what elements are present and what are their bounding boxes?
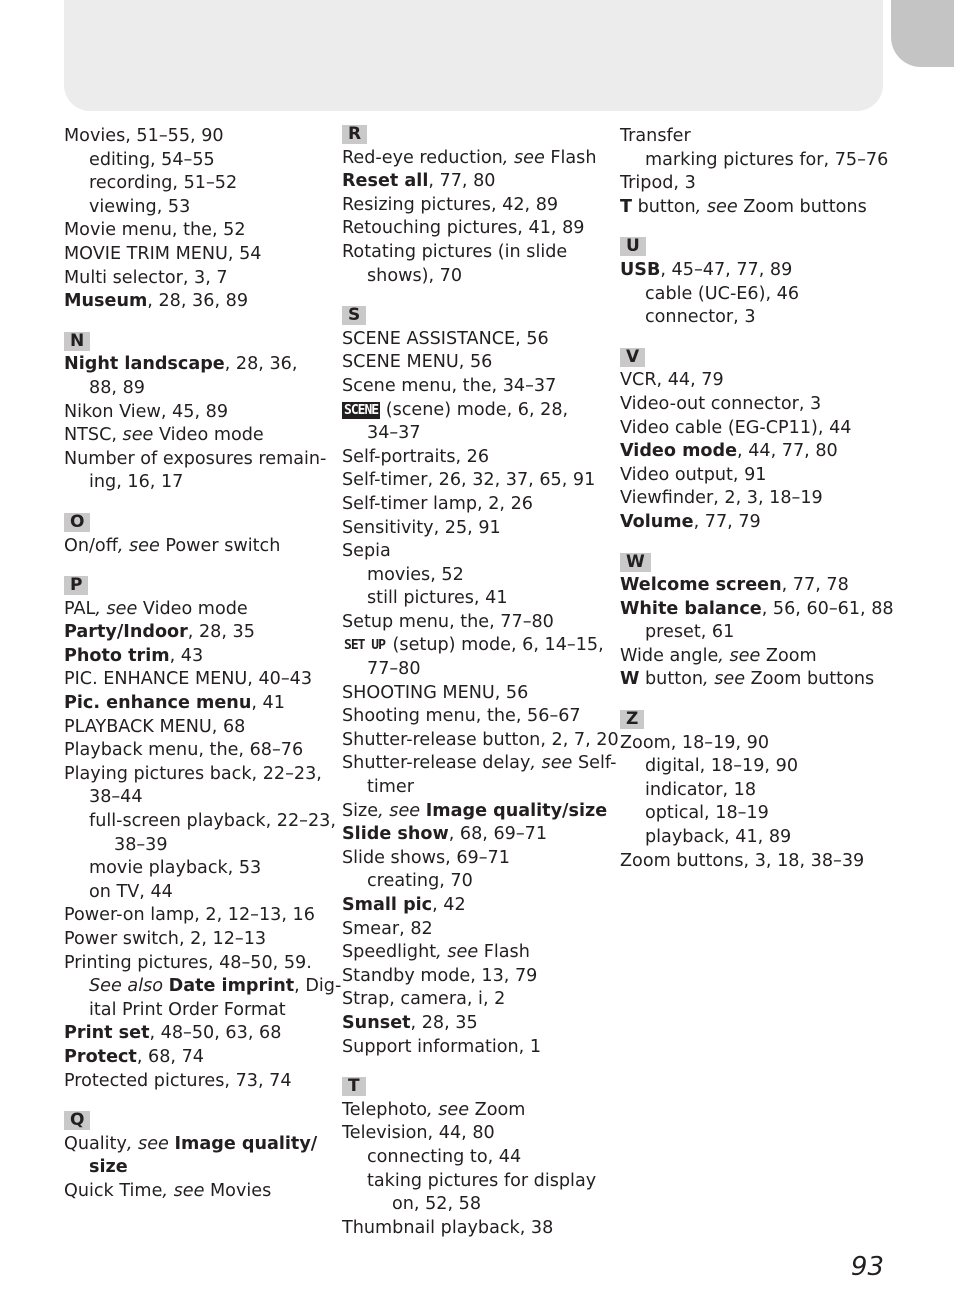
index-entry: SCENE (scene) mode, 6, 28, bbox=[344, 399, 569, 420]
index-entry: SCENE ASSISTANCE, 56 bbox=[342, 328, 549, 349]
index-entry: Nikon View, 45, 89 bbox=[64, 401, 229, 422]
index-entry: PIC. ENHANCE MENU, 40–43 bbox=[64, 669, 313, 690]
index-entry: Retouching pictures, 41, 89 bbox=[342, 218, 585, 239]
index-entry: Resizing pictures, 42, 89 bbox=[342, 194, 559, 215]
index-continuation: on, 52, 58 bbox=[392, 1194, 482, 1215]
index-entry: Red-eye reduction, see Flash bbox=[342, 147, 597, 168]
index-entry: Video output, 91 bbox=[620, 464, 767, 485]
index-entry: Movies, 51–55, 90 bbox=[64, 126, 224, 146]
index-entry: Shutter-release delay, see Self- bbox=[342, 753, 617, 774]
index-entry: Shooting menu, the, 56–67 bbox=[342, 706, 581, 727]
index-entry: Slide shows, 69–71 bbox=[342, 847, 510, 868]
index-entry: PAL, see Video mode bbox=[64, 598, 248, 619]
section-letter-z: Z bbox=[620, 710, 644, 729]
index-entry: Power switch, 2, 12–13 bbox=[64, 929, 267, 949]
index-entry: SCENE MENU, 56 bbox=[342, 352, 493, 373]
section-letter-t: T bbox=[342, 1077, 366, 1096]
index-continuation: See also Date imprint, Dig- bbox=[89, 976, 342, 997]
section-letter-v: V bbox=[620, 348, 645, 367]
index-entry: Self-timer, 26, 32, 37, 65, 91 bbox=[342, 470, 596, 491]
index-entry: Printing pictures, 48–50, 59. bbox=[64, 952, 312, 973]
index-subentry: optical, 18–19 bbox=[645, 803, 769, 824]
index-entry: Volume, 77, 79 bbox=[620, 511, 761, 532]
index-entry: Speedlight, see Flash bbox=[342, 942, 530, 963]
section-letter-p: P bbox=[64, 576, 88, 595]
header-band bbox=[64, 0, 883, 111]
index-continuation: 38–44 bbox=[89, 787, 143, 808]
index-entry: SET UP (setup) mode, 6, 14–15, bbox=[344, 635, 604, 656]
section-letter-s: S bbox=[342, 306, 366, 325]
index-continuation: ital Print Order Format bbox=[89, 999, 286, 1020]
index-entry: Self-portraits, 26 bbox=[342, 446, 490, 467]
section-letter-w: W bbox=[620, 553, 651, 572]
index-subentry: recording, 51–52 bbox=[89, 173, 238, 194]
section-letter-o: O bbox=[64, 513, 90, 532]
index-subentry: playback, 41, 89 bbox=[645, 827, 792, 848]
section-letter-u: U bbox=[620, 237, 646, 256]
index-subentry: connector, 3 bbox=[645, 307, 756, 328]
index-continuation: timer bbox=[367, 777, 414, 798]
index-subentry: preset, 61 bbox=[645, 622, 735, 643]
index-entry: Transfer bbox=[620, 126, 691, 146]
index-entry: Pic. enhance menu, 41 bbox=[64, 693, 285, 714]
index-entry: Sepia bbox=[342, 541, 391, 562]
index-entry: Shutter-release button, 2, 7, 20 bbox=[342, 729, 619, 750]
setup-mode-icon: SET UP bbox=[344, 638, 385, 654]
index-entry: Viewfinder, 2, 3, 18–19 bbox=[620, 488, 823, 509]
thumb-tab bbox=[891, 0, 954, 67]
index-entry: PLAYBACK MENU, 68 bbox=[64, 716, 246, 737]
index-continuation: ing, 16, 17 bbox=[89, 472, 184, 493]
index-entry: NTSC, see Video mode bbox=[64, 425, 264, 446]
index-column-2 bbox=[342, 124, 619, 1240]
index-continuation: size bbox=[89, 1157, 128, 1178]
index-continuation: shows), 70 bbox=[367, 265, 463, 286]
index-entry: T button, see Zoom buttons bbox=[620, 196, 867, 217]
index-entry: Power-on lamp, 2, 12–13, 16 bbox=[64, 905, 315, 926]
index-entry: USB, 45–47, 77, 89 bbox=[620, 259, 793, 280]
index-entry: Reset all, 77, 80 bbox=[342, 171, 496, 192]
index-entry: Support information, 1 bbox=[342, 1036, 542, 1057]
index-entry: Television, 44, 80 bbox=[342, 1123, 495, 1144]
index-subentry: on TV, 44 bbox=[89, 881, 173, 902]
index-entry: Video-out connector, 3 bbox=[620, 393, 822, 414]
index-entry: MOVIE TRIM MENU, 54 bbox=[64, 243, 262, 264]
index-continuation: 88, 89 bbox=[89, 377, 145, 398]
index-entry: Quick Time, see Movies bbox=[64, 1180, 272, 1201]
index-entry: Protected pictures, 73, 74 bbox=[64, 1070, 292, 1091]
index-entry: Zoom buttons, 3, 18, 38–39 bbox=[620, 850, 865, 871]
index-subentry: cable (UC-E6), 46 bbox=[645, 283, 800, 304]
section-letter-r: R bbox=[342, 125, 367, 144]
index-entry: Protect, 68, 74 bbox=[64, 1046, 204, 1067]
page-number: 93 bbox=[850, 1252, 884, 1282]
index-entry: Number of exposures remain- bbox=[64, 448, 327, 469]
index-entry: VCR, 44, 79 bbox=[620, 370, 724, 391]
index-subentry: marking pictures for, 75–76 bbox=[645, 149, 889, 170]
index-subentry: creating, 70 bbox=[367, 871, 473, 892]
index-subentry: editing, 54–55 bbox=[89, 149, 215, 170]
index-subentry: viewing, 53 bbox=[89, 196, 191, 217]
index-entry: Smear, 82 bbox=[342, 918, 433, 939]
index-subentry: indicator, 18 bbox=[645, 779, 757, 800]
index-subentry: connecting to, 44 bbox=[367, 1146, 522, 1167]
index-subentry: taking pictures for display bbox=[367, 1170, 597, 1191]
index-entry: Telephoto, see Zoom bbox=[342, 1099, 526, 1120]
index-subentry: still pictures, 41 bbox=[367, 588, 508, 609]
index-entry: Scene menu, the, 34–37 bbox=[342, 375, 557, 396]
index-entry: Video mode, 44, 77, 80 bbox=[620, 441, 838, 462]
index-entry: W button, see Zoom buttons bbox=[620, 669, 875, 690]
index-continuation: 34–37 bbox=[367, 423, 421, 444]
index-entry: Video cable (EG-CP11), 44 bbox=[620, 417, 852, 438]
index-entry: Zoom, 18–19, 90 bbox=[620, 732, 770, 753]
index-entry: Slide show, 68, 69–71 bbox=[342, 824, 548, 845]
index-entry: Quality, see Image quality/ bbox=[64, 1133, 318, 1154]
section-letter-n: N bbox=[64, 332, 90, 351]
index-entry: Photo trim, 43 bbox=[64, 645, 204, 666]
index-entry: Museum, 28, 36, 89 bbox=[64, 291, 249, 312]
index-entry: Playing pictures back, 22–23, bbox=[64, 763, 322, 784]
index-entry: Strap, camera, i, 2 bbox=[342, 989, 506, 1010]
index-entry: On/off, see Power switch bbox=[64, 535, 281, 556]
index-entry: Self-timer lamp, 2, 26 bbox=[342, 493, 533, 514]
index-continuation: 38–39 bbox=[114, 834, 168, 855]
scene-mode-icon: SCENE bbox=[344, 402, 379, 418]
index-entry: Setup menu, the, 77–80 bbox=[342, 611, 554, 632]
index-continuation: 77–80 bbox=[367, 659, 421, 680]
index-entry: Welcome screen, 77, 78 bbox=[620, 575, 849, 596]
index-entry: Rotating pictures (in slide bbox=[342, 241, 568, 262]
index-subentry: digital, 18–19, 90 bbox=[645, 756, 799, 777]
index-entry: Multi selector, 3, 7 bbox=[64, 267, 228, 288]
index-subentry: movie playback, 53 bbox=[89, 858, 262, 879]
index-entry: Movie menu, the, 52 bbox=[64, 220, 246, 241]
index-entry: Standby mode, 13, 79 bbox=[342, 965, 538, 986]
index-subentry: full-screen playback, 22–23, bbox=[89, 811, 336, 832]
index-entry: Tripod, 3 bbox=[620, 173, 696, 194]
index-subentry: movies, 52 bbox=[367, 564, 464, 585]
index-entry: White balance, 56, 60–61, 88 bbox=[620, 598, 894, 619]
index-entry: Party/Indoor, 28, 35 bbox=[64, 622, 255, 643]
index-entry: Size, see Image quality/size bbox=[342, 800, 608, 821]
index-entry: Night landscape, 28, 36, bbox=[64, 354, 298, 375]
section-letter-q: Q bbox=[64, 1111, 90, 1130]
index-entry: Sensitivity, 25, 91 bbox=[342, 517, 501, 538]
index-entry: Small pic, 42 bbox=[342, 895, 466, 915]
index-entry: Playback menu, the, 68–76 bbox=[64, 740, 304, 761]
index-entry: Thumbnail playback, 38 bbox=[342, 1217, 554, 1238]
index-entry: Print set, 48–50, 63, 68 bbox=[64, 1023, 282, 1044]
index-entry: Wide angle, see Zoom bbox=[620, 645, 817, 666]
index-entry: SHOOTING MENU, 56 bbox=[342, 682, 529, 703]
index-column-1 bbox=[64, 125, 342, 1204]
index-entry: Sunset, 28, 35 bbox=[342, 1012, 478, 1033]
index-column-3 bbox=[620, 125, 900, 873]
